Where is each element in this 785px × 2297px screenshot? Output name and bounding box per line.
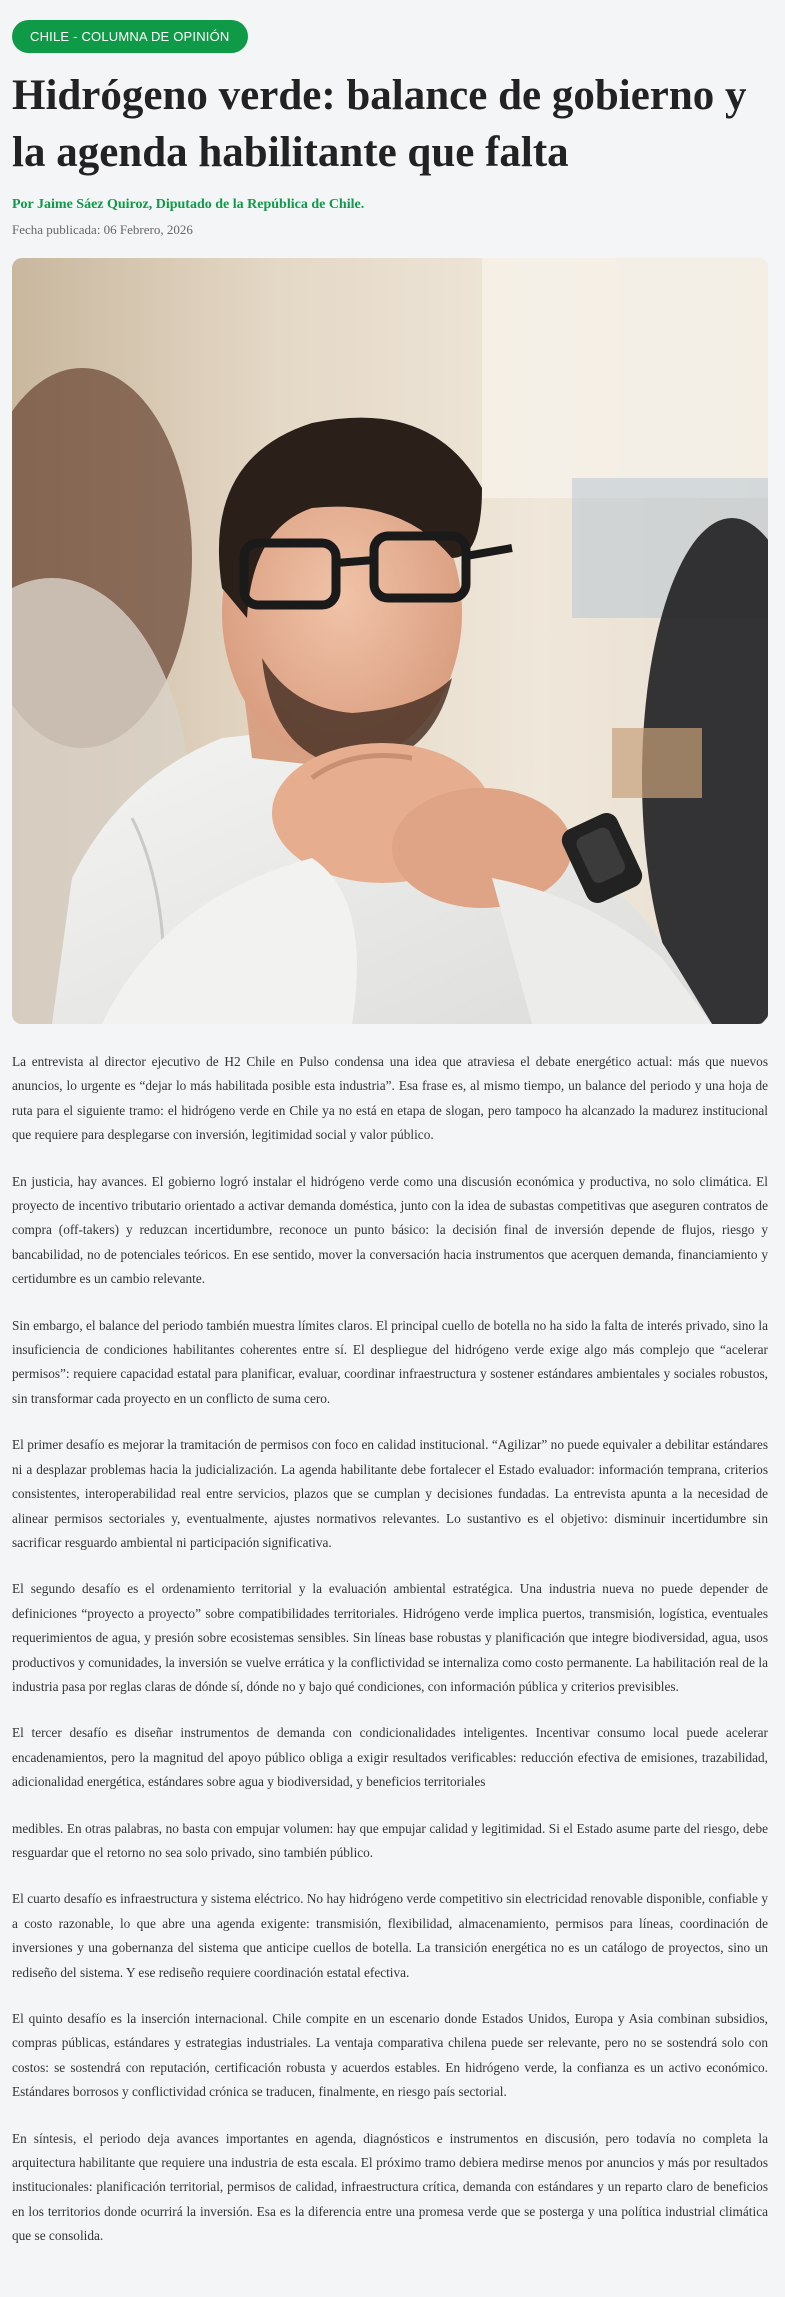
paragraph: El segundo desafío es el ordenamiento territorial y la evaluación ambiental estratégica. Una industria nueva no puede depender de definiciones “proyecto a proyecto” sobre compatibilidades territoriales. Hidrógeno verde implica puertos, transmisión, logística, eventuales requerimientos de agua, y presión sobre ecosistemas sensibles. Sin líneas base robustas y planificación que integre biodiversidad, agua, usos productivos y comunidades, la inversión se vuelve errática y la conflictividad se internaliza como costo permanente. La habilitación real de la industria pasa por reglas claras de dónde sí, dónde no y bajo qué condiciones, con información pública y criterios previsibles. [12, 1581, 768, 1694]
paragraph: medibles. En otras palabras, no basta con empujar volumen: hay que empujar calidad y legitimidad. Si el Estado asume parte del riesgo, debe resguardar que el retorno no sea solo privado, sino también público. [12, 1820, 768, 1860]
category-badge[interactable]: CHILE - COLUMNA DE OPINIÓN [12, 20, 248, 53]
paragraph: Sin embargo, el balance del periodo también muestra límites claros. El principal cuello de botella no ha sido la falta de interés privado, sino la insuficiencia de condiciones habilitantes coherentes entre sí. El despliegue del hidrógeno verde exige algo más complejo que “acelerar permisos”: requiere capacidad estatal para planificar, evaluar, coordinar infraestructura y sostener estándares ambientales y sociales robustos, sin transformar cada proyecto en un conflicto de suma cero. [12, 1317, 768, 1406]
article-body [12, 1050, 768, 2249]
paragraph: La entrevista al director ejecutivo de H2 Chile en Pulso condensa una idea que atraviesa el debate energético actual: más que nuevos anuncios, lo urgente es “dejar lo más habilitada posible esta industria”. Esa frase es, al mismo tiempo, un balance del periodo y una hoja de ruta para el siguiente tramo: el hidrógeno verde en Chile ya no está en etapa de slogan, pero tampoco ha alcanzado la madurez institucional que requiere para desplegarse con inversión, legitimidad social y valor público. [12, 1054, 768, 1143]
paragraph: El tercer desafío es diseñar instrumentos de demanda con condicionalidades inteligentes. Incentivar consumo local puede acelerar encadenamientos, pero la magnitud del apoyo público obliga a exigir resultados verificables: reducción efectiva de emisiones, trazabilidad, adicionalidad energética, estándares sobre agua y biodiversidad, y beneficios territoriales [12, 1725, 768, 1790]
paragraph: El primer desafío es mejorar la tramitación de permisos con foco en calidad institucional. “Agilizar” no puede equivaler a debilitar estándares ni a desplazar problemas hacia la judicialización. La agenda habilitante debe fortalecer el Estado evaluador: información temprana, criterios consistentes, interoperabilidad real entre servicios, plazos que se cumplan y decisiones fundadas. La entrevista apunta a la necesidad de alinear permisos sectoriales y, eventualmente, ajustes normativos relevantes. Lo sustantivo es el objetivo: disminuir incertidumbre sin sacrificar resguardo ambiental ni participación significativa. [12, 1437, 768, 1550]
publish-date: Fecha publicada: 06 Febrero, 2026 [12, 222, 193, 237]
hero-photo [12, 258, 768, 1024]
paragraph: En síntesis, el periodo deja avances importantes en agenda, diagnósticos e instrumentos en discusión, pero todavía no completa la arquitectura habilitante que requiere una industria de esta escala. El próximo tramo debiera medirse menos por anuncios y más por resultados institucionales: planificación territorial, permisos de calidad, infraestructura crítica, demanda con estándares y un reparto claro de beneficios en los territorios donde ocurrirá la inversión. Esa es la diferencia entre una promesa verde que se posterga y una política industrial climática que se consolida. [12, 2130, 768, 2244]
paragraph: El quinto desafío es la inserción internacional. Chile compite en un escenario donde Estados Unidos, Europa y Asia combinan subsidios, compras públicas, estándares y estrategias industriales. La ventaja comparativa chilena puede ser relevante, pero no se sostendrá solo con costos: se sostendrá con reputación, certificación robusta y acuerdos estables. En hidrógeno verde, la confianza es un activo económico. Estándares borrosos y conflictividad crónica se traducen, finalmente, en riesgo país sectorial. [12, 2011, 768, 2100]
paragraph: En justicia, hay avances. El gobierno logró instalar el hidrógeno verde como una discusión económica y productiva, no solo climática. El proyecto de incentivo tributario orientado a activar demanda doméstica, junto con la idea de subastas competitivas que aseguren contratos de compra (off-takers) y reduzcan incertidumbre, reconoce un punto básico: la decisión final de inversión depende de flujos, riesgo y bancabilidad, no de potenciales teóricos. En ese sentido, mover la conversación hacia instrumentos que acerquen demanda, financiamiento y certidumbre es un cambio relevante. [12, 1173, 768, 1287]
author-byline: Por Jaime Sáez Quiroz, Diputado de la República de Chile. [12, 197, 365, 212]
paragraph: El cuarto desafío es infraestructura y sistema eléctrico. No hay hidrógeno verde competitivo sin electricidad renovable disponible, confiable y a costo razonable, lo que abre una agenda exigente: transmisión, flexibilidad, almacenamiento, permisos para líneas, coordinación de inversiones y una gobernanza del sistema que anticipe cuellos de botella. La transición energética no es un catálogo de proyectos, sino un rediseño del sistema. Y ese rediseño requiere coordinación estatal efectiva. [12, 1891, 768, 1980]
article-title: Hidrógeno verde: balance de gobierno y la agenda habilitante que falta [12, 72, 747, 176]
portrait-photo-icon [12, 258, 768, 1024]
